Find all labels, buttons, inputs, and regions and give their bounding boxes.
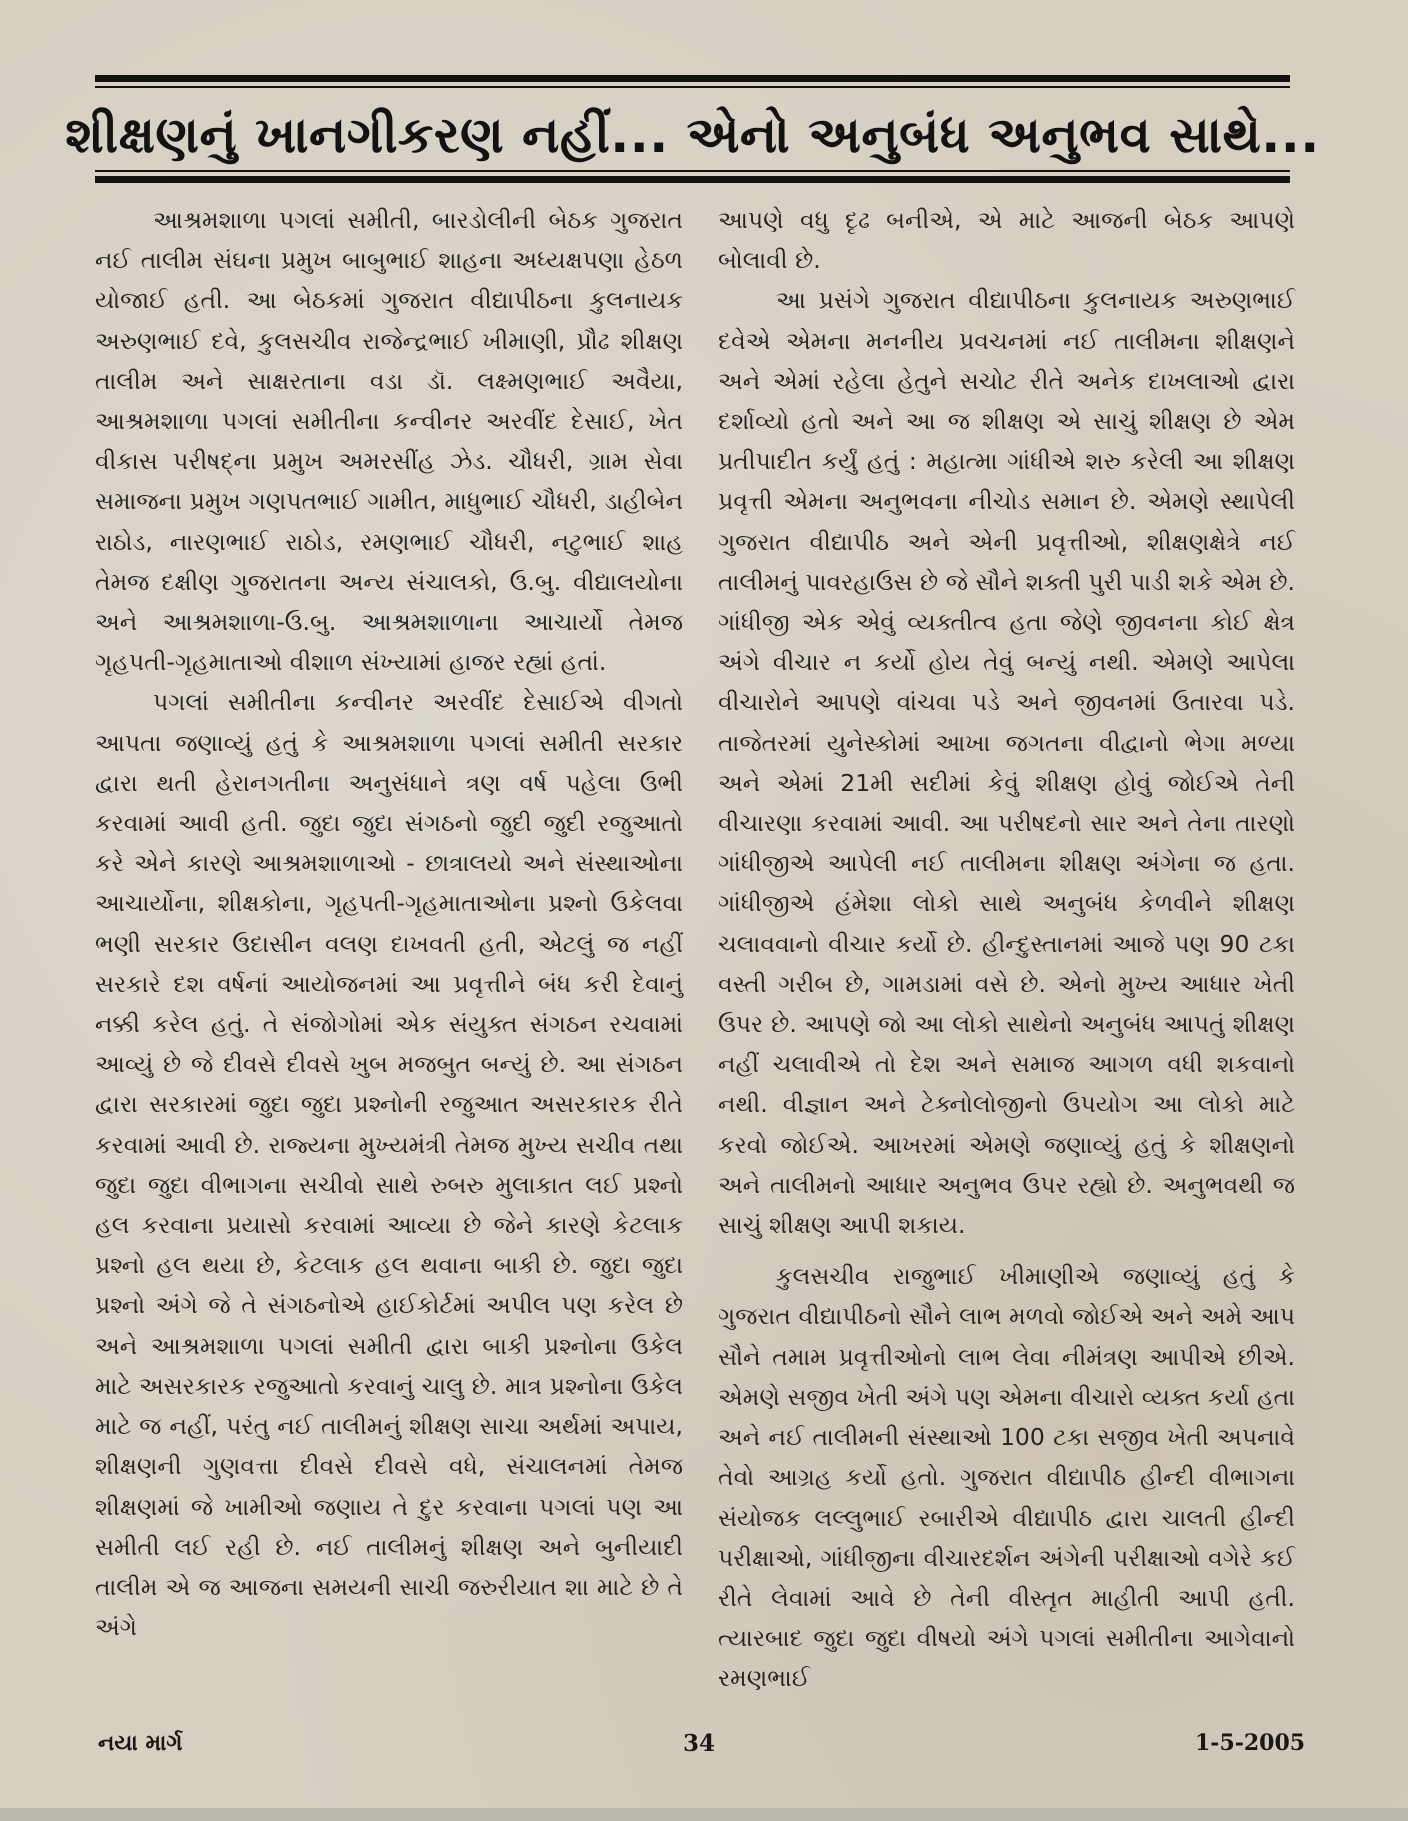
left-column xyxy=(95,200,683,1647)
article-headline: શીક્ષણનું ખાનગીકરણ નહીં... એનો અનુબંધ અનુભવ સાથે... xyxy=(65,105,1320,164)
left-paragraph-1: આશ્રમશાળા પગલાં સમીતી, બારડોલીની બેઠક ગુજરાત નઈ તાલીમ સંઘના પ્રમુખ બાબુભાઈ શાહના અધ્યક્ષપણા હેઠળ યોજાઈ હતી. આ બેઠકમાં ગુજરાત વીદ્યાપીઠના કુલનાયક અરુણભાઈ દવે, કુલસચીવ રાજેન્દ્રભાઈ ખીમાણી, પ્રૌઢ શીક્ષણ તાલીમ અને સાક્ષરતાના વડા ડૉ. લક્ષ્મણભાઈ અવૈયા, આશ્રમશાળા પગલાં સમીતીના કન્વીનર અરવીંદ દેસાઈ, ખેત વીકાસ પરીષદ્ના પ્રમુખ અમરસીંહ ઝેડ. ચૌધરી, ગ્રામ સેવા સમાજના પ્રમુખ ગણપતભાઈ ગામીત, માધુભાઈ ચૌધરી, ડાહીબેન રાઠોડ, નારણભાઈ રાઠોડ, રમણભાઈ ચૌધરી, નટુભાઈ શાહ તેમજ દક્ષીણ ગુજરાતના અન્ય સંચાલકો, ઉ.બુ. વીદ્યાલયોના અને આશ્રમશાળા-ઉ.બુ. આશ્રમશાળાના આચાર્યો તેમજ ગૃહપતી-ગૃહમાતાઓ વીશાળ સંખ્યામાં હાજર રહ્યાં હતાં. xyxy=(95,206,683,677)
publication-name: નયા માર્ગ xyxy=(98,1730,183,1756)
issue-date: 1-5-2005 xyxy=(1195,1730,1306,1756)
page-number: 34 xyxy=(683,1730,716,1757)
scan-bottom-edge xyxy=(0,1808,1408,1821)
bottom-rule-thick xyxy=(95,176,1290,183)
right-paragraph-2: આ પ્રસંગે ગુજરાત વીદ્યાપીઠના કુલનાયક અરુણભાઈ દવેએ એમના મનનીય પ્રવચનમાં નઈ તાલીમના શીક્ષણને અને એમાં રહેલા હેતુને સચોટ રીતે અનેક દાખલાઓ દ્વારા દર્શાવ્યો હતો અને આ જ શીક્ષણ એ સાચું શીક્ષણ છે એમ પ્રતીપાદીત કર્યું હતું : મહાત્મા ગાંધીએ શરુ કરેલી આ શીક્ષણ પ્રવૃત્તી એમના અનુભવના નીચોડ સમાન છે. એમણે સ્થાપેલી ગુજરાત વીદ્યાપીઠ અને એની પ્રવૃત્તીઓ, શીક્ષણક્ષેત્રે નઈ તાલીમનું પાવરહાઉસ છે જે સૌને શક્તી પુરી પાડી શકે એમ છે. ગાંધીજી એક એવું વ્યક્તીત્વ હતા જેણે જીવનના કોઈ ક્ષેત્ર અંગે વીચાર ન કર્યો હોય તેવું બન્યું નથી. એમણે આપેલા વીચારોને આપણે વાંચવા પડે અને જીવનમાં ઉતારવા પડે. તાજેતરમાં યુનેસ્કોમાં આખા જગતના વીદ્વાનો ભેગા મળ્યા અને એમાં 21મી સદીમાં કેવું શીક્ષણ હોવું જોઈએ તેની વીચારણા કરવામાં આવી. આ પરીષદનો સાર અને તેના તારણો ગાંધીજીએ આપેલી નઈ તાલીમના શીક્ષણ અંગેના જ હતા. ગાંધીજીએ હંમેશા લોકો સાથે અનુબંધ કેળવીને શીક્ષણ ચલાવવાનો વીચાર કર્યો છે. હીન્દુસ્તાનમાં આજે પણ 90 ટકા વસ્તી ગરીબ છે, ગામડામાં વસે છે. એનો મુખ્ય આધાર ખેતી ઉપર છે. આપણે જો આ લોકો સાથેનો અનુબંધ આપતું શીક્ષણ નહીં ચલાવીએ તો દેશ અને સમાજ આગળ વધી શકવાનો નથી. વીજ્ઞાન અને ટેક્નોલોજીનો ઉપયોગ આ લોકો માટે કરવો જોઈએ. આખરમાં એમણે જણાવ્યું હતું કે શીક્ષણનો અને તાલીમનો આધાર અનુભવ ઉપર રહ્યો છે. અનુભવથી જ સાચું શીક્ષણ આપી શકાય. xyxy=(718,286,1295,1240)
right-paragraph-1: આપણે વધુ દૃઢ બનીએ, એ માટે આજની બેઠક આપણે બોલાવી છે. xyxy=(718,206,1295,275)
top-rule-thick xyxy=(95,75,1290,82)
left-paragraph-2: પગલાં સમીતીના કન્વીનર અરવીંદ દેસાઈએ વીગતો આપતા જણાવ્યું હતું કે આશ્રમશાળા પગલાં સમીતી સરકાર દ્વારા થતી હેરાનગતીના અનુસંધાને ત્રણ વર્ષ પહેલા ઉભી કરવામાં આવી હતી. જુદા જુદા સંગઠનો જુદી જુદી રજુઆતો કરે એને કારણે આશ્રમશાળાઓ - છાત્રાલયો અને સંસ્થાઓના આચાર્યોના, શીક્ષકોના, ગૃહપતી-ગૃહમાતાઓના પ્રશ્નો ઉકેલવા ભણી સરકાર ઉદાસીન વલણ દાખવતી હતી, એટલું જ નહીં સરકારે દશ વર્ષનાં આયોજનમાં આ પ્રવૃત્તીને બંધ કરી દેવાનું નક્કી કરેલ હતું. તે સંજોગોમાં એક સંયુક્ત સંગઠન રચવામાં આવ્યું છે જે દીવસે દીવસે ખુબ મજબુત બન્યું છે. આ સંગઠન દ્વારા સરકારમાં જુદા જુદા પ્રશ્નોની રજુઆત અસરકારક રીતે કરવામાં આવી છે. રાજ્યના મુખ્યમંત્રી તેમજ મુખ્ય સચીવ તથા જુદા જુદા વીભાગના સચીવો સાથે રુબરુ મુલાકાત લઈ પ્રશ્નો હલ કરવાના પ્રયાસો કરવામાં આવ્યા છે જેને કારણે કેટલાક પ્રશ્નો હલ થયા છે, કેટલાક હલ થવાના બાકી છે. જુદા જુદા પ્રશ્નો અંગે જે તે સંગઠનોએ હાઈકોર્ટમાં અપીલ પણ કરેલ છે અને આશ્રમશાળા પગલાં સમીતી દ્વારા બાકી પ્રશ્નોના ઉકેલ માટે અસરકારક રજુઆતો કરવાનું ચાલુ છે. માત્ર પ્રશ્નોના ઉકેલ માટે જ નહીં, પરંતુ નઈ તાલીમનું શીક્ષણ સાચા અર્થમાં અપાય, શીક્ષણની ગુણવત્તા દીવસે દીવસે વધે, સંચાલનમાં તેમજ શીક્ષણમાં જે ખામીઓ જણાય તે દુર કરવાના પગલાં પણ આ સમીતી લઈ રહી છે. નઈ તાલીમનું શીક્ષણ અને બુનીયાદી તાલીમ એ જ આજના સમયની સાચી જરુરીયાત શા માટે છે તે અંગે xyxy=(95,688,683,1642)
bottom-rule-thin xyxy=(95,170,1290,172)
top-rule-thin xyxy=(95,86,1290,88)
right-column xyxy=(718,200,1295,1699)
right-paragraph-3: કુલસચીવ રાજુભાઈ ખીમાણીએ જણાવ્યું હતું કે ગુજરાત વીદ્યાપીઠનો સૌને લાભ મળવો જોઈએ અને અમે આપ સૌને તમામ પ્રવૃત્તીઓનો લાભ લેવા નીમંત્રણ આપીએ છીએ. એમણે સજીવ ખેતી અંગે પણ એમના વીચારો વ્યક્ત કર્યા હતા અને નઈ તાલીમની સંસ્થાઓ 100 ટકા સજીવ ખેતી અપનાવે તેવો આગ્રહ કર્યો હતો. ગુજરાત વીદ્યાપીઠ હીન્દી વીભાગના સંયોજક લલ્લુભાઈ રબારીએ વીદ્યાપીઠ દ્વારા ચાલતી હીન્દી પરીક્ષાઓ, ગાંધીજીના વીચારદર્શન અંગેની પરીક્ષાઓ વગેરે કઈ રીતે લેવામાં આવે છે તેની વીસ્તૃત માહીતી આપી હતી. ત્યારબાદ જુદા જુદા વીષયો અંગે પગલાં સમીતીના આગેવાનો રમણભાઈ xyxy=(718,1262,1295,1693)
